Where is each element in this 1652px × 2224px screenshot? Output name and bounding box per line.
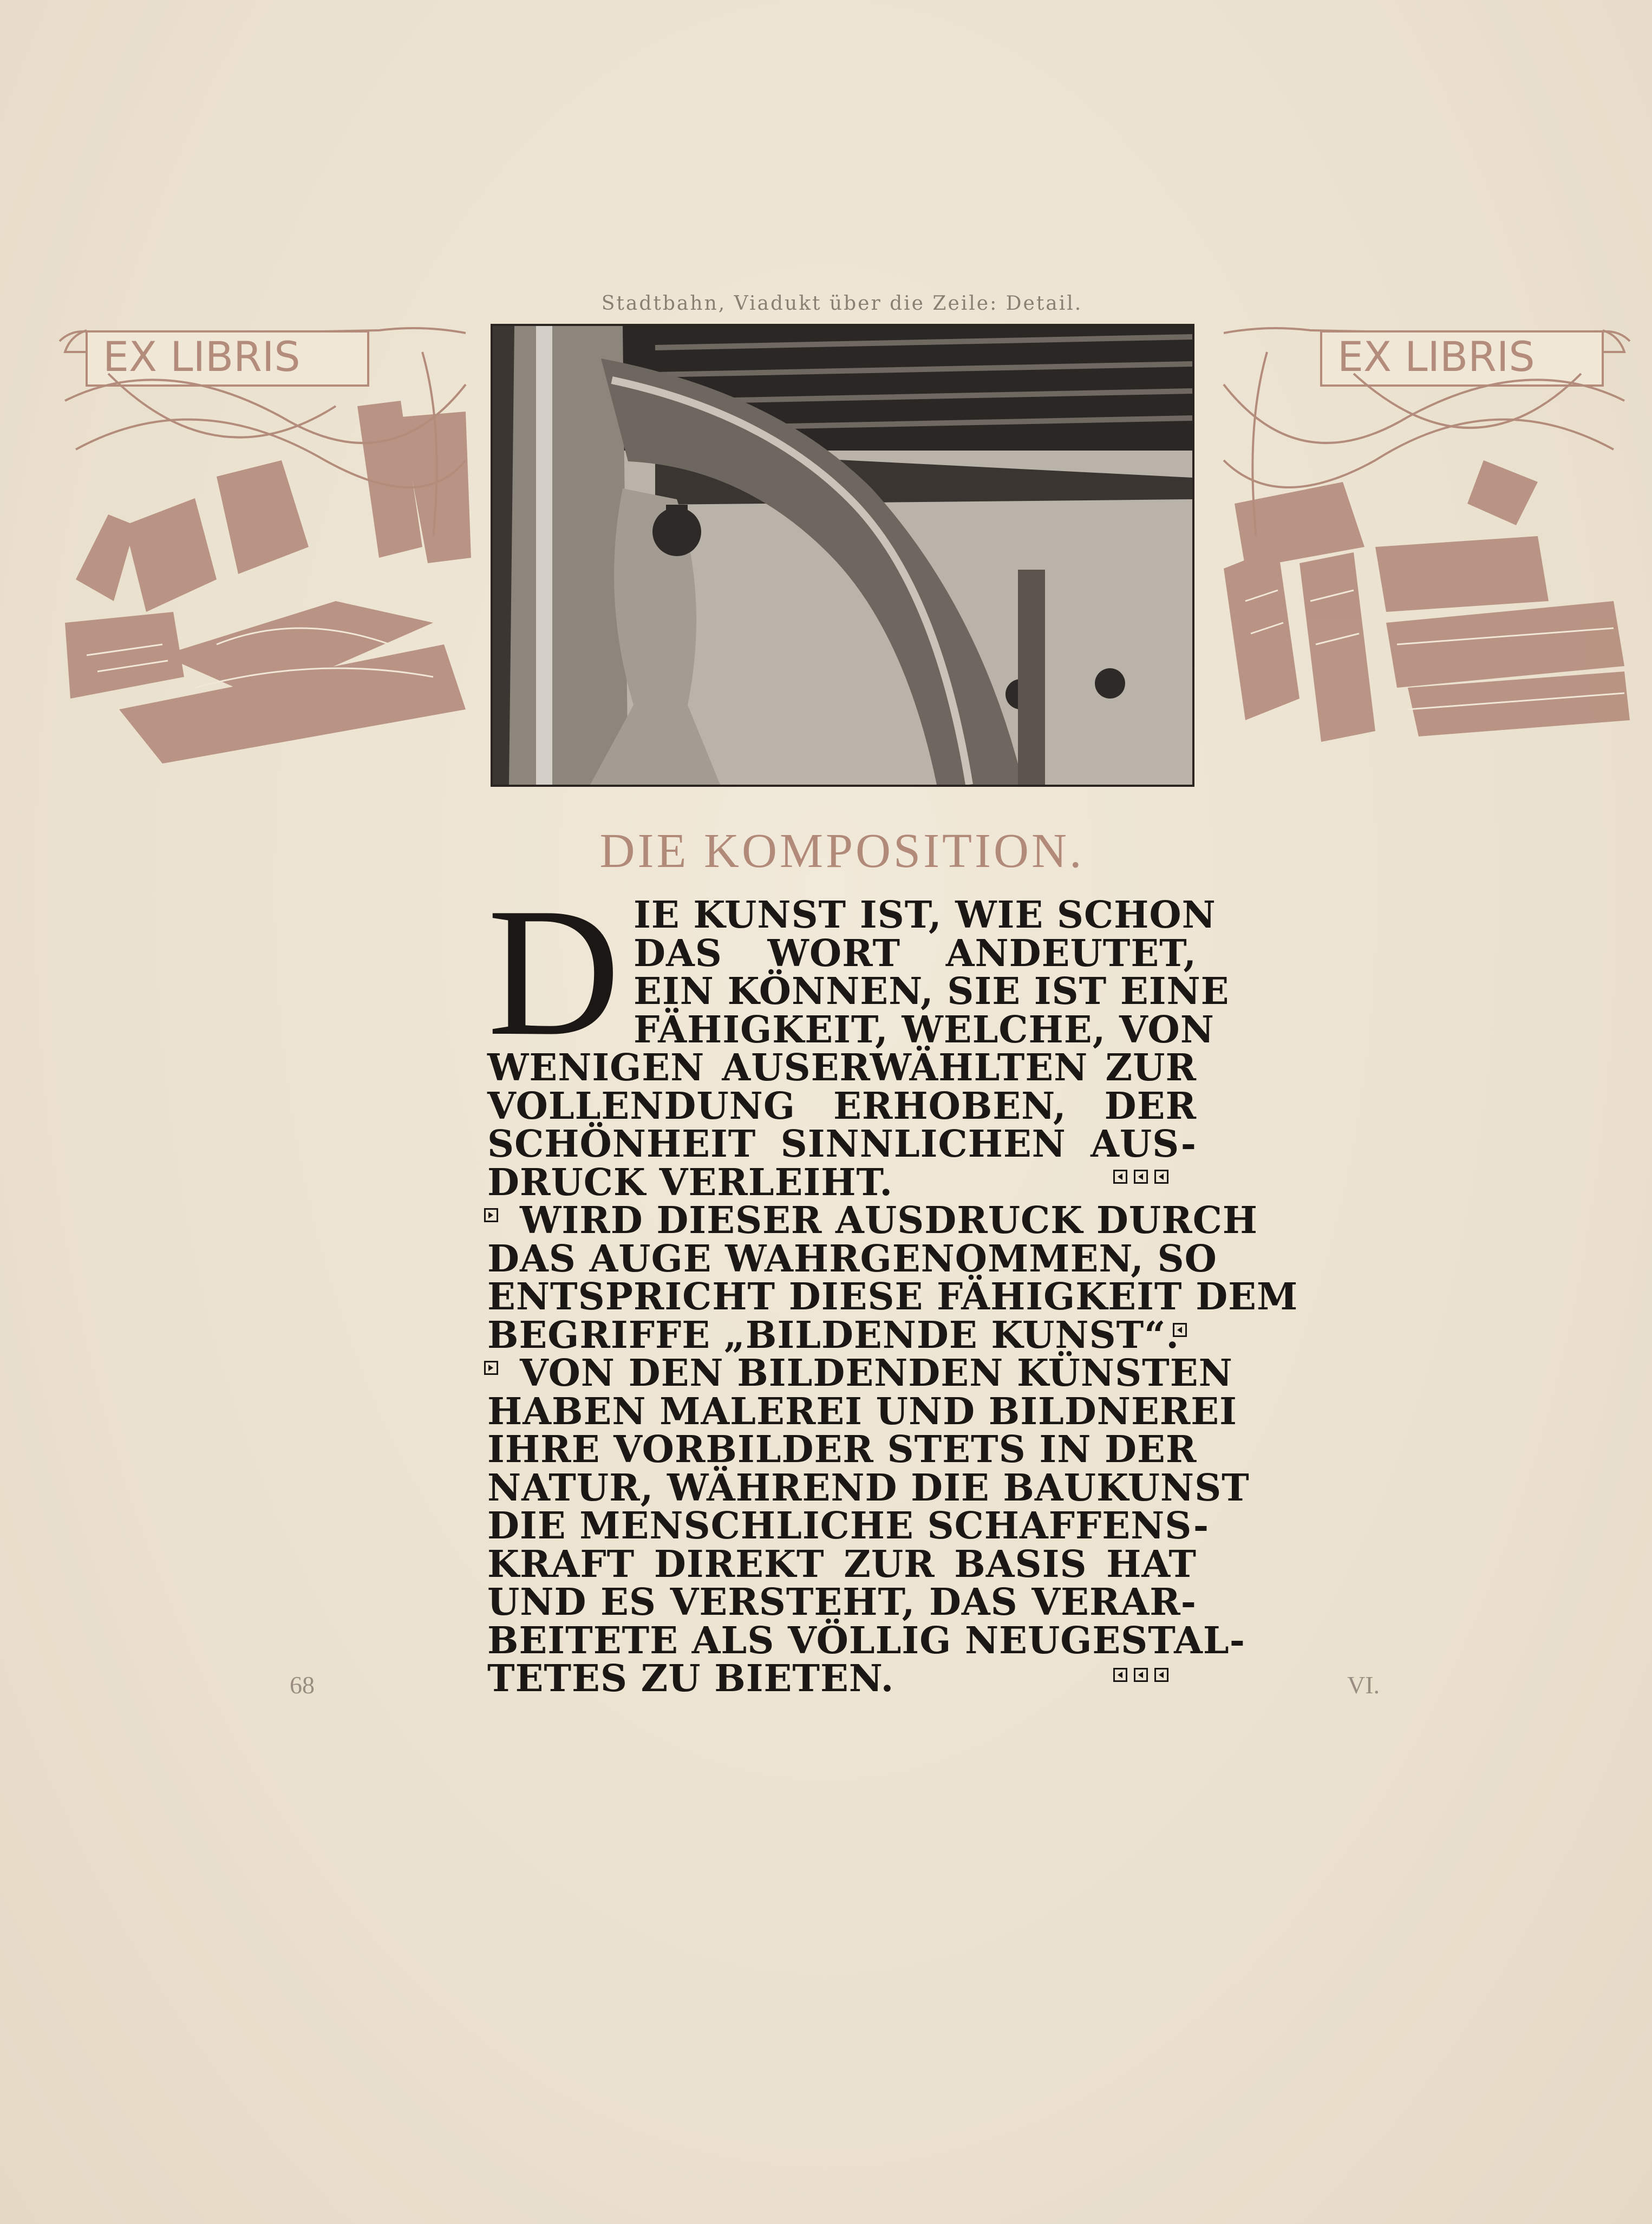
body-line: WENIGEN AUSERWÄHLTEN ZUR: [487, 1046, 1197, 1090]
paragraph-end-ornament: [1170, 1323, 1190, 1337]
drop-cap: D: [487, 870, 621, 1074]
body-line: DAS AUGE WAHRGENOMMEN, SO: [487, 1237, 1217, 1281]
body-line: ENTSPRICHT DIESE FÄHIGKEIT DEM: [487, 1275, 1298, 1319]
ex-libris-illustration-left: [54, 319, 476, 769]
body-line: IE KUNST IST, WIE SCHON: [634, 893, 1216, 937]
body-text: [487, 893, 1298, 1700]
body-line: NATUR, WÄHREND DIE BAUKUNST: [487, 1466, 1250, 1510]
body-line: DAS WORT ANDEUTET,: [634, 931, 1197, 975]
ex-libris-label-right: EX LIBRIS: [1337, 332, 1535, 381]
body-line: TETES ZU BIETEN.: [487, 1657, 894, 1700]
body-line: IHRE VORBILDER STETS IN DER: [487, 1428, 1197, 1471]
body-line: UND ES VERSTEHT, DAS VERAR-: [487, 1581, 1197, 1624]
body-line: KRAFT DIREKT ZUR BASIS HAT: [487, 1542, 1197, 1586]
paragraph-start-ornament: [481, 1361, 501, 1375]
body-line: VOLLENDUNG ERHOBEN, DER: [487, 1084, 1197, 1128]
body-line: SCHÖNHEIT SINNLICHEN AUS-: [487, 1123, 1197, 1166]
body-line: HABEN MALEREI UND BILDNEREI: [487, 1390, 1237, 1433]
paragraph-end-ornament: [1110, 1668, 1172, 1682]
page-number-left: 68: [290, 1671, 315, 1699]
body-line: DIE MENSCHLICHE SCHAFFENS-: [487, 1504, 1210, 1548]
ex-libris-label-left: EX LIBRIS: [103, 332, 301, 381]
ex-libris-illustration-right: [1213, 319, 1635, 769]
body-line: BEGRIFFE „BILDENDE KUNST“.: [487, 1313, 1180, 1357]
body-line: WIRD DIESER AUSDRUCK DURCH: [520, 1199, 1258, 1242]
section-heading: DIE KOMPOSITION.: [599, 824, 1085, 878]
photo-caption: Stadtbahn, Viadukt über die Zeile: Detail.: [601, 292, 1083, 315]
body-line: BEITETE ALS VÖLLIG NEUGESTAL-: [487, 1619, 1245, 1662]
paragraph-end-ornament: [1110, 1170, 1172, 1184]
paragraph-start-ornament: [481, 1208, 501, 1222]
body-line: VON DEN BILDENDEN KÜNSTEN: [520, 1352, 1233, 1395]
page-number-right: VI.: [1347, 1671, 1380, 1699]
viaduct-photo: [491, 324, 1194, 787]
body-line: FÄHIGKEIT, WELCHE, VON: [634, 1008, 1214, 1052]
body-line: EIN KÖNNEN, SIE IST EINE: [634, 970, 1230, 1013]
body-line: DRUCK VERLEIHT.: [487, 1160, 893, 1204]
